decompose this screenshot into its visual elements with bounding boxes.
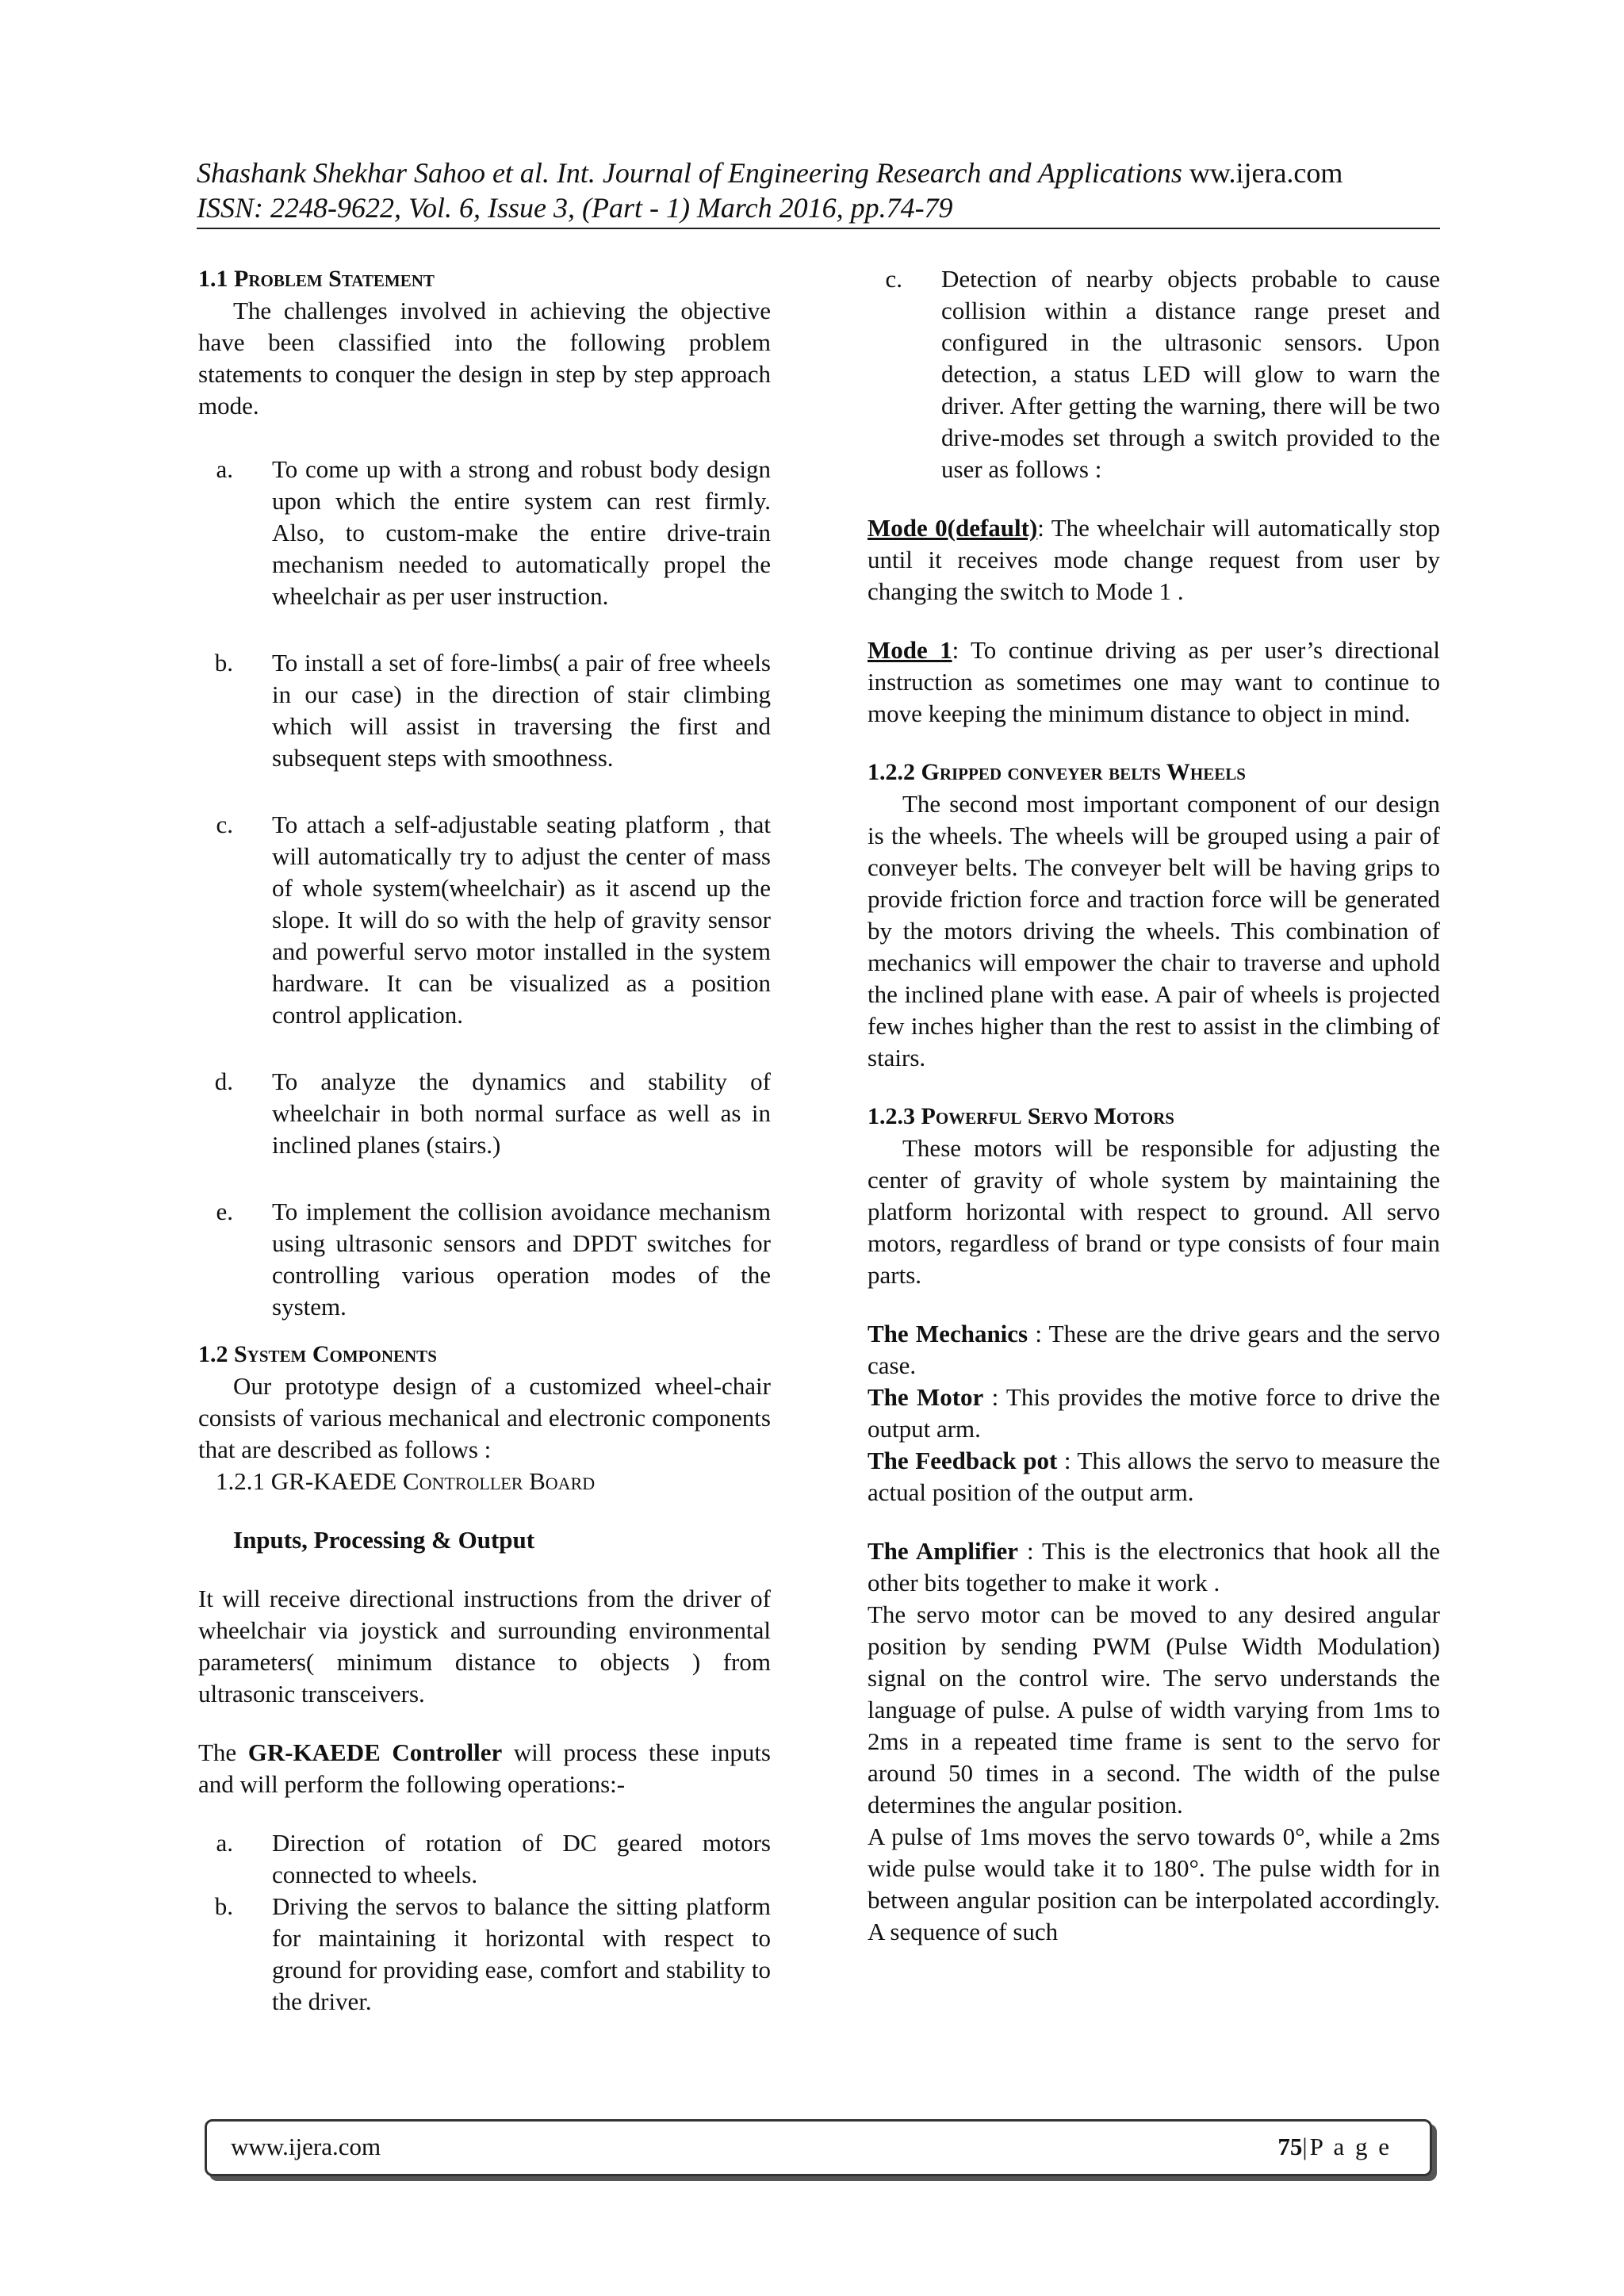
feedback-pot-definition	[868, 1445, 1440, 1508]
list-item	[868, 263, 1440, 485]
mechanics-definition	[868, 1318, 1440, 1382]
term-text: : This provides the motive force to drive the output arm.	[868, 1383, 1440, 1443]
journal-citation-line	[197, 155, 1440, 190]
term-label: The Feedback pot	[868, 1447, 1058, 1474]
subsection-title: Powerful Servo Motors	[921, 1103, 1174, 1129]
subsection-1-2-1-heading	[198, 1466, 771, 1497]
list-item-text: To install a set of fore-limbs( a pair of free wheels in our case) in the direction of stair climbing which will assist in traversing the first and subsequent steps with smoothness.	[272, 649, 771, 772]
list-item-text: To come up with a strong and robust body design upon which the entire system can rest firmly. Also, to custom-make the entire drive-train mechanism needed to automatically propel the wheelchair as per user instruction.	[272, 455, 771, 610]
list-item	[198, 809, 771, 1031]
left-column	[198, 263, 771, 2018]
text-run: The	[198, 1738, 237, 1766]
list-item	[198, 454, 771, 612]
subsection-number: 1.2.1 GR-KAEDE	[216, 1467, 397, 1495]
problem-list	[198, 454, 771, 1323]
text-run: will process these inputs and will perform the following operations:-	[198, 1738, 772, 1798]
list-item	[198, 1066, 771, 1161]
list-marker: c.	[885, 265, 902, 293]
list-marker: a.	[216, 455, 233, 483]
header-divider	[197, 228, 1440, 229]
list-marker: b.	[214, 1892, 233, 1920]
amplifier-definition	[868, 1535, 1440, 1599]
subsection-1-2-3-heading	[868, 1101, 1440, 1133]
term-text: : These are the drive gears and the servo case.	[868, 1320, 1441, 1379]
list-item-text: To analyze the dynamics and stability of wheelchair in both normal surface as well as in inclined planes (stairs.)	[272, 1068, 771, 1159]
components-intro: Our prototype design of a customized wheel-chair consists of various mechanical and electronic components that are described as follows :	[198, 1372, 771, 1463]
list-item	[198, 1827, 771, 1891]
list-marker: d.	[214, 1068, 233, 1095]
list-item	[198, 647, 771, 774]
journal-site: ww.ijera.com	[1189, 157, 1343, 189]
problem-statement-heading	[198, 263, 771, 295]
term-text: : This allows the servo to measure the actual position of the output arm.	[868, 1447, 1440, 1506]
system-components-heading	[198, 1339, 771, 1370]
motor-definition	[868, 1382, 1440, 1445]
servo-pulse-paragraph: A pulse of 1ms moves the servo towards 0°, while a 2ms wide pulse would take it to 180°. The pulse width for in between angular position can be interpolated accordingly. A sequence of such	[868, 1823, 1440, 1945]
term-label: The Mechanics	[868, 1320, 1028, 1347]
journal-citation: Shashank Shekhar Sahoo et al. Int. Journal of Engineering Research and Applications	[197, 157, 1182, 189]
term-label: The Motor	[868, 1383, 984, 1411]
term-label: The Amplifier	[868, 1537, 1019, 1565]
subsection-number: 1.2.2	[868, 759, 915, 785]
list-item-text: Driving the servos to balance the sitting platform for maintaining it horizontal with respect to ground for providing ease, comfort and stability to the driver.	[272, 1892, 771, 2015]
page-number	[1277, 2133, 1392, 2161]
list-item-text: Detection of nearby objects probable to cause collision within a distance range preset and configured in the ultrasonic sensors. Upon detection, a status LED will glow to warn the driver. After getting the warning, there will be two drive-modes set through a switch provided to the user as follows :	[941, 265, 1440, 483]
operations-list-continued	[868, 263, 1440, 485]
mode-1-label: Mode 1	[868, 636, 952, 664]
heading-title: Problem Statement	[234, 266, 435, 292]
mode-1-text: : To continue driving as per user’s directional instruction as sometimes one may want to continue to move keeping the minimum distance to object in mind.	[868, 636, 1440, 727]
mode-0-label: Mode 0(default)	[868, 514, 1038, 542]
page-footer	[205, 2119, 1432, 2176]
list-marker: c.	[216, 811, 233, 838]
mode-0-paragraph	[868, 512, 1440, 608]
page-number-value: 75	[1277, 2133, 1303, 2160]
servo-motors-paragraph: These motors will be responsible for adjusting the center of gravity of whole system by maintaining the platform horizontal with respect to ground. All servo motors, regardless of brand or type consists of four main parts.	[868, 1134, 1440, 1289]
subsection-title: Controller Board	[402, 1467, 596, 1495]
controller-name: GR-KAEDE Controller	[247, 1738, 503, 1766]
page-label: |P a g e	[1302, 2133, 1392, 2160]
list-marker: b.	[214, 649, 233, 677]
operations-list	[198, 1827, 771, 2018]
footer-site: www.ijera.com	[231, 2133, 381, 2160]
subsection-title: Gripped conveyer belts Wheels	[921, 759, 1246, 785]
page-header	[197, 155, 1440, 225]
subsection-number: 1.2.3	[868, 1103, 915, 1129]
ipo-heading: Inputs, Processing & Output	[233, 1526, 535, 1554]
mode-1-paragraph	[868, 634, 1440, 730]
list-item	[198, 1196, 771, 1323]
problem-intro: The challenges involved in achieving the objective have been classified into the following problem statements to conquer the design in step by step approach mode.	[198, 297, 771, 420]
heading-number: 1.2	[198, 1341, 228, 1367]
heading-title: System Components	[234, 1341, 437, 1367]
ipo-paragraph: It will receive directional instructions from the driver of wheelchair via joystick and surrounding environmental parameters( minimum distance to objects ) from ultrasonic transceivers.	[198, 1585, 771, 1708]
right-column	[868, 263, 1440, 1948]
servo-pwm-paragraph: The servo motor can be moved to any desired angular position by sending PWM (Pulse Width Modulation) signal on the control wire. The servo understands the language of pulse. A pulse of width varying from 1ms to 2ms in a repeated time frame is sent to the servo for around 50 times in a second. The width of the pulse determines the angular position.	[868, 1600, 1440, 1819]
list-marker: a.	[216, 1829, 233, 1857]
heading-number: 1.1	[198, 266, 228, 292]
list-item	[198, 1891, 771, 2018]
issn-line: ISSN: 2248-9622, Vol. 6, Issue 3, (Part - 1) March 2016, pp.74-79	[197, 192, 953, 224]
mode-0-text: : The wheelchair will automatically stop until it receives mode change request from user by changing the switch to Mode 1 .	[868, 514, 1440, 605]
list-marker: e.	[216, 1198, 233, 1225]
subsection-1-2-2-heading	[868, 757, 1440, 788]
wheels-paragraph: The second most important component of our design is the wheels. The wheels will be grouped using a pair of conveyer belts. The conveyer belt will be having grips to provide friction force and traction force will be generated by the motors driving the wheels. This combination of mechanics will empower the chair to traverse and uphold the inclined plane with ease. A pair of wheels is projected few inches higher than the rest to assist in the climbing of stairs.	[868, 790, 1440, 1071]
list-item-text: To implement the collision avoidance mechanism using ultrasonic sensors and DPDT switches for controlling various operation modes of the system.	[272, 1198, 771, 1320]
controller-paragraph	[198, 1737, 771, 1800]
list-item-text: To attach a self-adjustable seating platform , that will automatically try to adjust the center of mass of whole system(wheelchair) as it ascend up the slope. It will do so with the help of gravity sensor and powerful servo motor installed in the system hardware. It can be visualized as a position control application.	[272, 811, 771, 1029]
term-text: : This is the electronics that hook all the other bits together to make it work .	[868, 1537, 1441, 1596]
list-item-text: Direction of rotation of DC geared motors connected to wheels.	[272, 1829, 771, 1888]
